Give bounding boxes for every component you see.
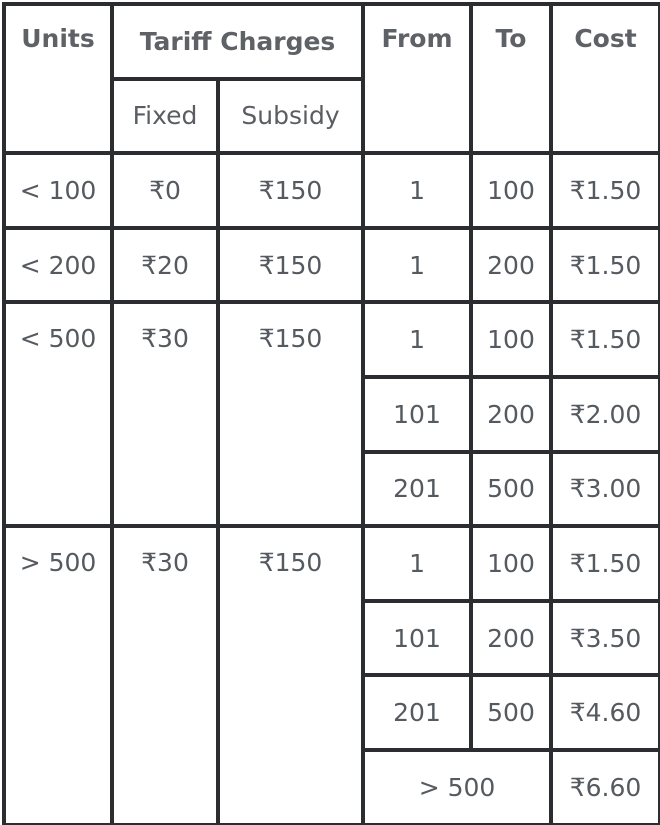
from-cell: 201 xyxy=(363,452,471,527)
from-cell: 101 xyxy=(363,377,471,452)
cost-cell: ₹6.60 xyxy=(551,750,660,825)
fixed-cell: ₹0 xyxy=(112,153,218,228)
header-row xyxy=(4,4,660,79)
header-to: To xyxy=(471,4,551,153)
fixed-cell: ₹30 xyxy=(112,526,218,824)
fixed-cell: ₹30 xyxy=(112,302,218,526)
header-from: From xyxy=(363,4,471,153)
units-cell: > 500 xyxy=(4,526,112,824)
subsidy-cell: ₹150 xyxy=(218,153,363,228)
subsidy-cell: ₹150 xyxy=(218,526,363,824)
table-row xyxy=(4,302,660,377)
range-cell: > 500 xyxy=(363,750,551,825)
table-row xyxy=(4,153,660,228)
cost-cell: ₹3.00 xyxy=(551,452,660,527)
cost-cell: ₹1.50 xyxy=(551,526,660,601)
to-cell: 100 xyxy=(471,526,551,601)
header-units: Units xyxy=(4,4,112,153)
cost-cell: ₹3.50 xyxy=(551,601,660,676)
tariff-table xyxy=(2,2,660,825)
table-row xyxy=(4,526,660,601)
subsidy-cell: ₹150 xyxy=(218,228,363,303)
header-cost: Cost xyxy=(551,4,660,153)
cost-cell: ₹1.50 xyxy=(551,153,660,228)
subsidy-cell: ₹150 xyxy=(218,302,363,526)
fixed-cell: ₹20 xyxy=(112,228,218,303)
table-row xyxy=(4,228,660,303)
from-cell: 1 xyxy=(363,526,471,601)
cost-cell: ₹1.50 xyxy=(551,302,660,377)
header-fixed: Fixed xyxy=(112,79,218,154)
from-cell: 101 xyxy=(363,601,471,676)
to-cell: 100 xyxy=(471,302,551,377)
from-cell: 1 xyxy=(363,153,471,228)
cost-cell: ₹1.50 xyxy=(551,228,660,303)
from-cell: 201 xyxy=(363,675,471,750)
from-cell: 1 xyxy=(363,228,471,303)
to-cell: 500 xyxy=(471,675,551,750)
to-cell: 500 xyxy=(471,452,551,527)
cost-cell: ₹2.00 xyxy=(551,377,660,452)
cost-cell: ₹4.60 xyxy=(551,675,660,750)
to-cell: 200 xyxy=(471,228,551,303)
units-cell: < 200 xyxy=(4,228,112,303)
header-tariff-charges: Tariff Charges xyxy=(112,4,363,79)
from-cell: 1 xyxy=(363,302,471,377)
to-cell: 200 xyxy=(471,601,551,676)
to-cell: 200 xyxy=(471,377,551,452)
units-cell: < 500 xyxy=(4,302,112,526)
header-subsidy: Subsidy xyxy=(218,79,363,154)
units-cell: < 100 xyxy=(4,153,112,228)
to-cell: 100 xyxy=(471,153,551,228)
